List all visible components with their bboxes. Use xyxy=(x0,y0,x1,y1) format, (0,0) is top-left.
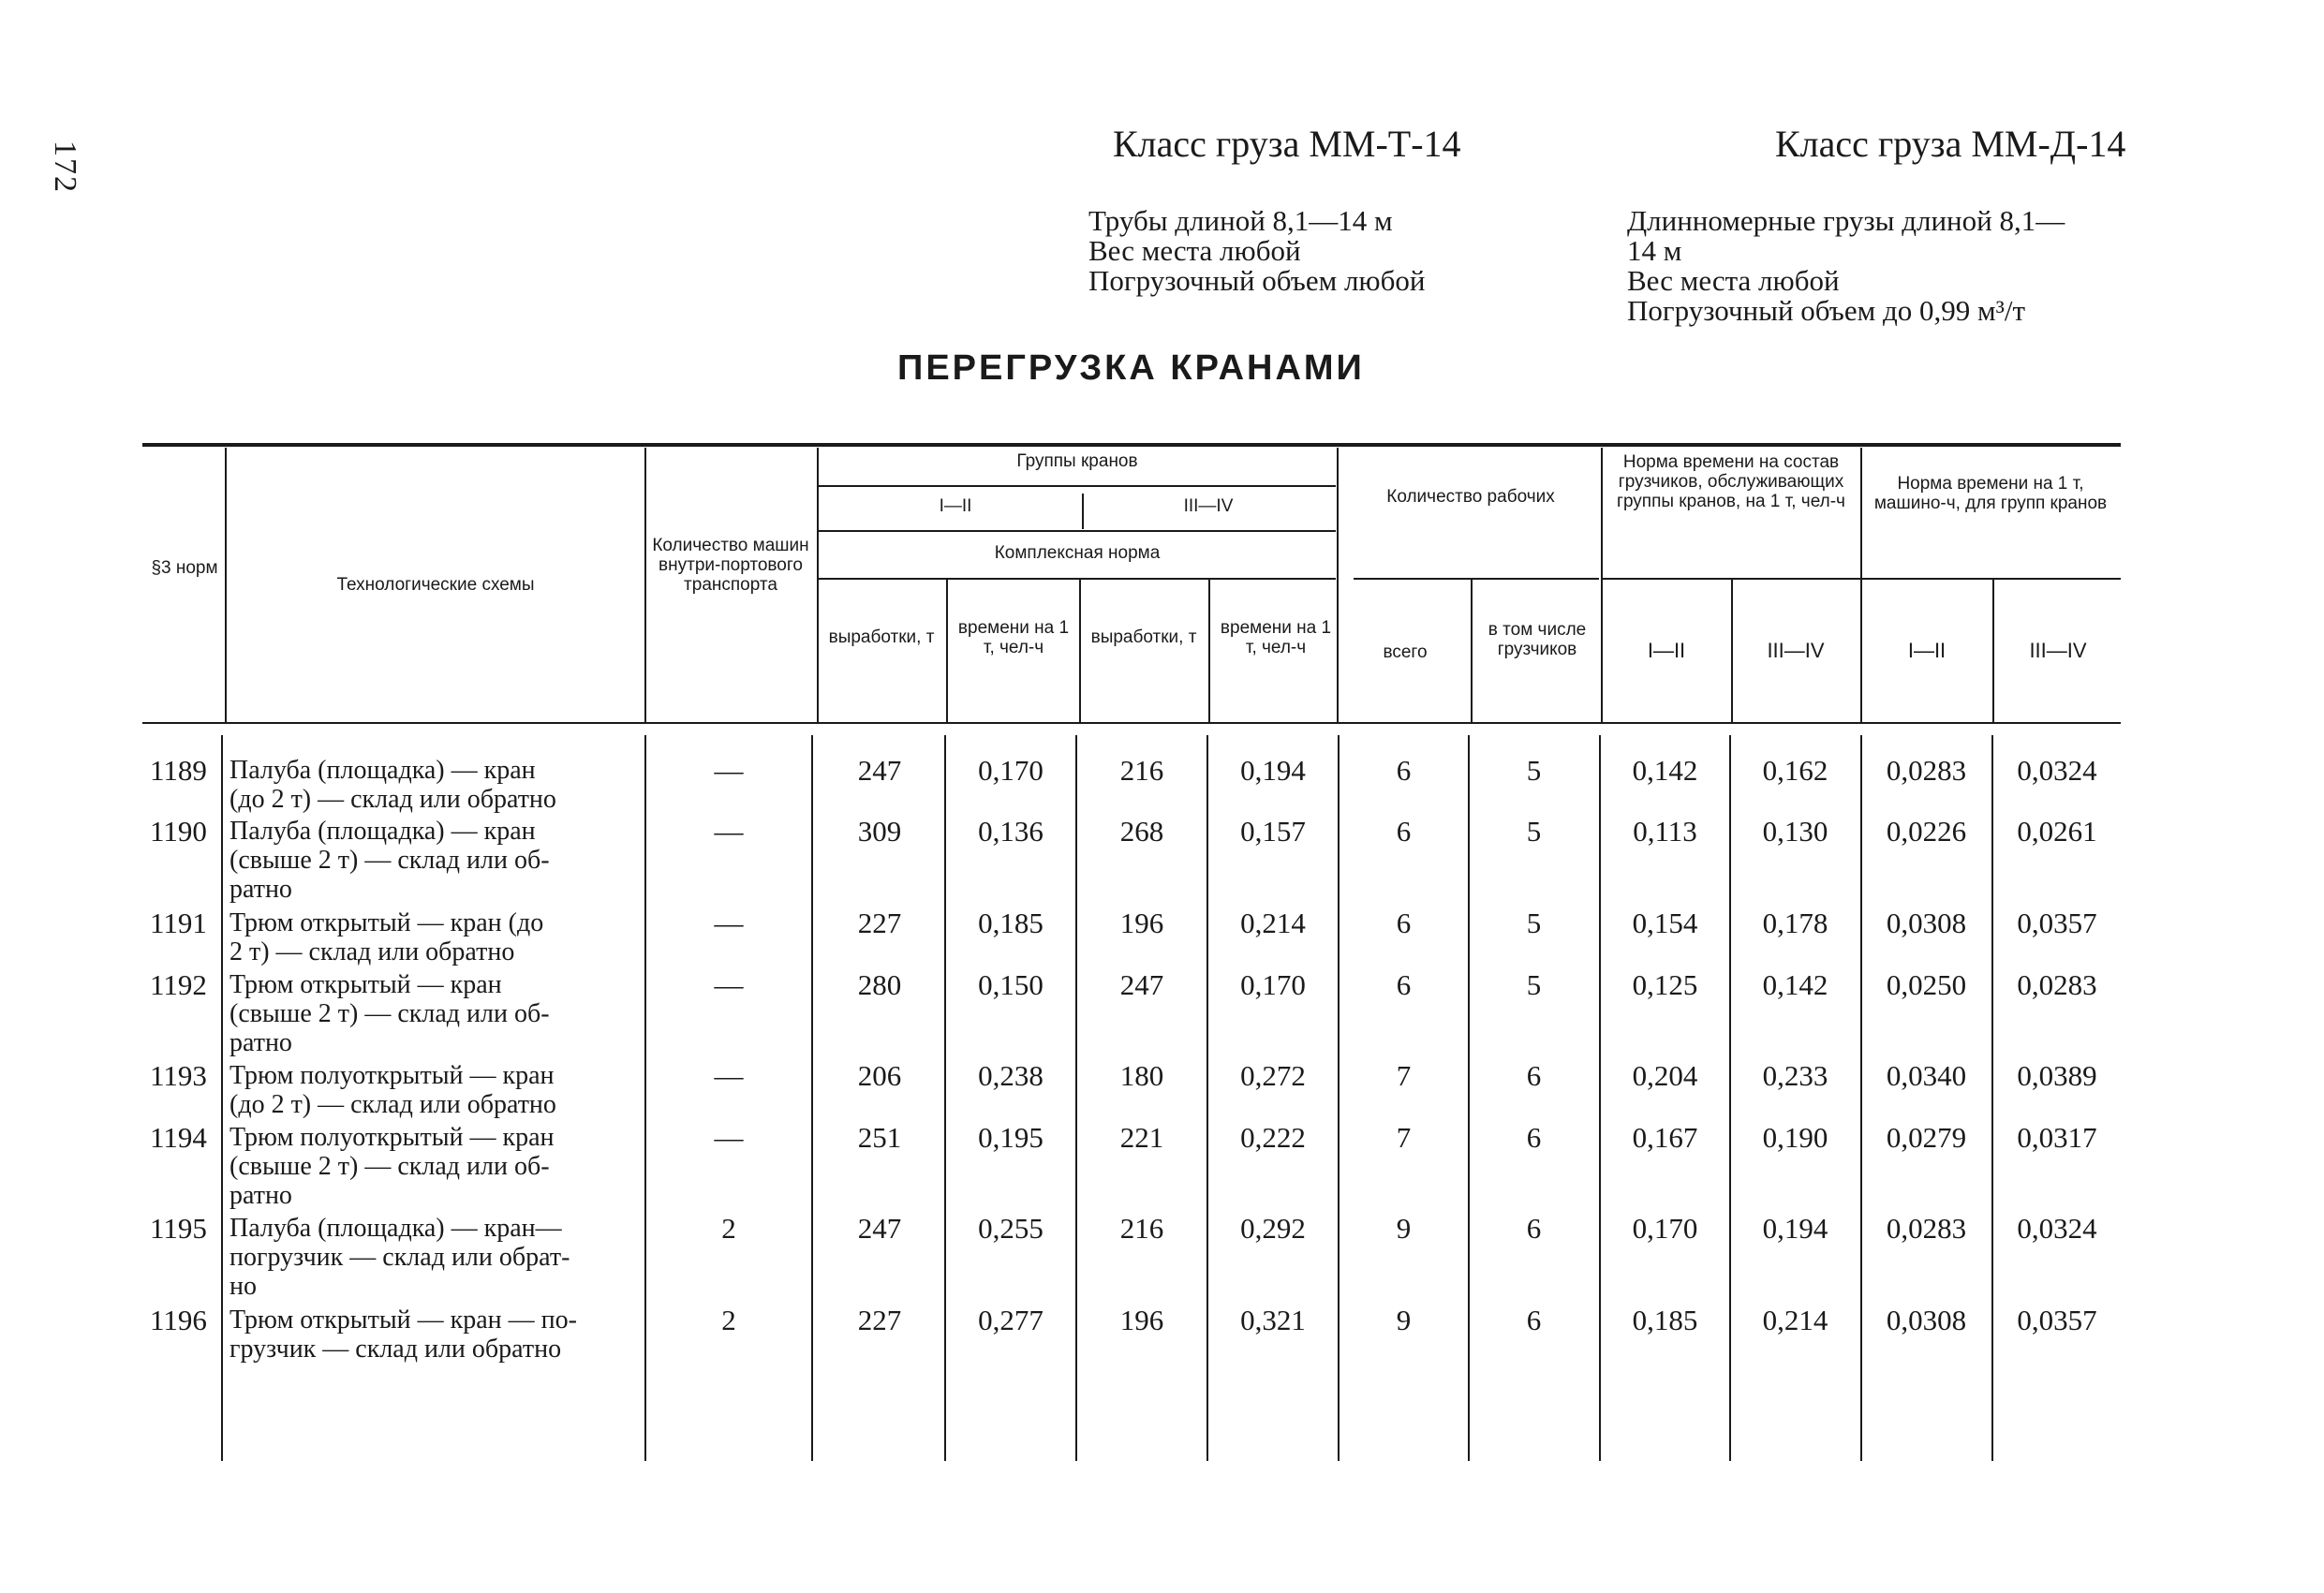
cell-nt34: 0,130 xyxy=(1762,815,1828,848)
cargo-class-title-left: Класс груза ММ-Т-14 xyxy=(1113,123,1461,165)
scheme-line: Трюм полуоткрытый — кран xyxy=(229,1061,555,1090)
cell-nm34: 0,0261 xyxy=(2017,815,2097,848)
cell-time34: 0,321 xyxy=(1240,1304,1306,1336)
row-number: 1192 xyxy=(150,968,207,1001)
vline xyxy=(1079,580,1081,722)
header-workers-total: всего xyxy=(1383,642,1428,662)
cell-nm12: 0,0250 xyxy=(1886,968,1967,1001)
cell-time12: 0,136 xyxy=(978,815,1044,848)
scheme-cell xyxy=(229,756,642,814)
header-workers-loaders: в том числе грузчиков xyxy=(1488,620,1587,659)
cell-total: 9 xyxy=(1396,1304,1412,1336)
cell-loaders: 6 xyxy=(1526,1059,1542,1092)
row-number: 1189 xyxy=(150,754,207,787)
rule-group-split xyxy=(819,530,1336,532)
cell-out12: 206 xyxy=(857,1059,902,1092)
cell-nm34: 0,0357 xyxy=(2017,907,2097,939)
cell-out34: 268 xyxy=(1119,815,1164,848)
page-number: 172 xyxy=(48,140,82,194)
cell-nt12: 0,167 xyxy=(1632,1121,1698,1154)
cell-out34: 196 xyxy=(1119,1304,1164,1336)
header-bottom-rule xyxy=(142,722,2121,724)
cell-total: 7 xyxy=(1396,1059,1412,1092)
cell-nm34: 0,0283 xyxy=(2017,968,2097,1001)
table-top-rule xyxy=(142,443,2121,447)
cell-nt12: 0,185 xyxy=(1632,1304,1698,1336)
cell-time12: 0,277 xyxy=(978,1304,1044,1336)
cell-total: 6 xyxy=(1396,968,1412,1001)
cargo-class-title-right: Класс груза ММ-Д-14 xyxy=(1775,123,2126,165)
cell-time34: 0,214 xyxy=(1240,907,1306,939)
scheme-line: (до 2 т) — склад или обратно xyxy=(229,785,556,814)
scheme-line: Трюм открытый — кран (до xyxy=(229,908,544,937)
row-number: 1196 xyxy=(150,1304,207,1336)
header-workers: Количество рабочих xyxy=(1386,487,1555,507)
cell-nt12: 0,125 xyxy=(1632,968,1698,1001)
cell-total: 6 xyxy=(1396,754,1412,787)
cell-machines: 2 xyxy=(721,1212,736,1245)
scheme-line: Палуба (площадка) — кран xyxy=(229,817,536,846)
vline xyxy=(1601,448,1603,722)
cell-nt12: 0,113 xyxy=(1633,815,1697,848)
cell-machines: — xyxy=(714,907,744,939)
cell-machines: — xyxy=(714,815,744,848)
cell-time12: 0,195 xyxy=(978,1121,1044,1154)
cell-nt12: 0,142 xyxy=(1632,754,1698,787)
cell-nt34: 0,233 xyxy=(1762,1059,1828,1092)
scheme-cell xyxy=(229,1061,642,1119)
cell-nm34: 0,0389 xyxy=(2017,1059,2097,1092)
header-group-3-4: III—IV xyxy=(1183,496,1234,516)
cell-nt34: 0,194 xyxy=(1762,1212,1828,1245)
vline xyxy=(817,448,819,722)
cell-time12: 0,170 xyxy=(978,754,1044,787)
row-number: 1194 xyxy=(150,1121,207,1154)
cell-nm34: 0,0324 xyxy=(2017,754,2097,787)
cell-nm34: 0,0317 xyxy=(2017,1121,2097,1154)
scheme-line: погрузчик — склад или обрат- xyxy=(229,1243,570,1272)
cell-nt12: 0,170 xyxy=(1632,1212,1698,1245)
header-output-2: выработки, т xyxy=(1090,627,1197,647)
scheme-line: ратно xyxy=(229,1181,292,1210)
header-output-1: выработки, т xyxy=(828,627,935,647)
cell-nm12: 0,0340 xyxy=(1886,1059,1967,1092)
header-norm-machine: Норма времени на 1 т, машино-ч, для групп кранов xyxy=(1873,474,2108,513)
cell-nm12: 0,0279 xyxy=(1886,1121,1967,1154)
cell-nt34: 0,190 xyxy=(1762,1121,1828,1154)
scheme-line: Палуба (площадка) — кран— xyxy=(229,1214,562,1243)
cell-nt34: 0,214 xyxy=(1762,1304,1828,1336)
cell-out34: 180 xyxy=(1119,1059,1164,1092)
cell-nm34: 0,0357 xyxy=(2017,1304,2097,1336)
rule-group-divider xyxy=(1082,494,1084,529)
rule-workers xyxy=(1354,578,1599,580)
header-norm-team: Норма времени на состав грузчиков, обслуживающих группы кранов, на 1 т, чел-ч xyxy=(1617,452,1845,511)
cell-machines: — xyxy=(714,754,744,787)
header-crane-groups: Группы кранов xyxy=(1016,451,1138,471)
cell-total: 7 xyxy=(1396,1121,1412,1154)
section-title: ПЕРЕГРУЗКА КРАНАМИ xyxy=(897,348,1365,388)
header-nt-3-4: III—IV xyxy=(1767,639,1825,662)
cell-nt34: 0,178 xyxy=(1762,907,1828,939)
vline xyxy=(1471,580,1473,722)
vline xyxy=(225,448,227,722)
cell-out12: 309 xyxy=(857,815,902,848)
cell-nm12: 0,0283 xyxy=(1886,1212,1967,1245)
cargo-desc-line: Длинномерные грузы длиной 8,1— xyxy=(1627,204,2065,237)
cell-nm12: 0,0226 xyxy=(1886,815,1967,848)
cell-loaders: 5 xyxy=(1526,815,1542,848)
scheme-line: Трюм открытый — кран — по- xyxy=(229,1305,577,1335)
cell-out34: 196 xyxy=(1119,907,1164,939)
cargo-desc-line: 14 м xyxy=(1627,234,1682,267)
cell-out12: 247 xyxy=(857,754,902,787)
scheme-line: (свыше 2 т) — склад или об- xyxy=(229,1152,550,1181)
cell-nt34: 0,142 xyxy=(1762,968,1828,1001)
cell-time12: 0,238 xyxy=(978,1059,1044,1092)
scheme-line: (до 2 т) — склад или обратно xyxy=(229,1090,556,1119)
cell-time12: 0,185 xyxy=(978,907,1044,939)
header-time-2: времени на 1 т, чел-ч xyxy=(1220,618,1332,657)
cell-loaders: 6 xyxy=(1526,1304,1542,1336)
scheme-line: (свыше 2 т) — склад или об- xyxy=(229,846,550,875)
vline xyxy=(1992,580,1994,722)
cell-loaders: 5 xyxy=(1526,968,1542,1001)
scheme-line: ратно xyxy=(229,875,292,904)
cell-loaders: 6 xyxy=(1526,1212,1542,1245)
cell-out12: 227 xyxy=(857,1304,902,1336)
scheme-line: грузчик — склад или обратно xyxy=(229,1335,562,1364)
cargo-desc-line: Вес места любой xyxy=(1088,234,1301,267)
scheme-line: но xyxy=(229,1272,257,1301)
header-norm-no: §3 норм xyxy=(151,558,218,578)
cell-total: 6 xyxy=(1396,907,1412,939)
cell-machines: — xyxy=(714,1121,744,1154)
cell-loaders: 6 xyxy=(1526,1121,1542,1154)
header-schemes: Технологические схемы xyxy=(336,575,535,595)
cell-time12: 0,150 xyxy=(978,968,1044,1001)
cell-nt12: 0,204 xyxy=(1632,1059,1698,1092)
vline xyxy=(946,580,948,722)
cell-machines: 2 xyxy=(721,1304,736,1336)
cell-nm12: 0,0308 xyxy=(1886,1304,1967,1336)
cell-out34: 247 xyxy=(1119,968,1164,1001)
rule-crane-groups xyxy=(819,485,1336,487)
row-number: 1193 xyxy=(150,1059,207,1092)
header-nm-1-2: I—II xyxy=(1907,639,1947,662)
cell-machines: — xyxy=(714,1059,744,1092)
cell-time34: 0,222 xyxy=(1240,1121,1306,1154)
scheme-cell xyxy=(229,908,642,966)
cell-out12: 247 xyxy=(857,1212,902,1245)
cell-out12: 251 xyxy=(857,1121,902,1154)
cell-time12: 0,255 xyxy=(978,1212,1044,1245)
cargo-desc-line: Вес места любой xyxy=(1627,264,1840,297)
scheme-cell xyxy=(229,970,642,1057)
vline xyxy=(221,735,223,1461)
rule-complex-norm xyxy=(819,578,1336,580)
row-number: 1195 xyxy=(150,1212,207,1245)
scheme-line: 2 т) — склад или обратно xyxy=(229,937,515,966)
cell-time34: 0,292 xyxy=(1240,1212,1306,1245)
cell-loaders: 5 xyxy=(1526,907,1542,939)
scheme-line: Трюм открытый — кран xyxy=(229,970,502,999)
cell-total: 9 xyxy=(1396,1212,1412,1245)
cargo-description-left xyxy=(1088,206,1482,296)
header-complex-norm: Комплексная норма xyxy=(994,543,1161,563)
vline xyxy=(644,448,646,722)
vline xyxy=(1860,448,1862,722)
cell-time34: 0,157 xyxy=(1240,815,1306,848)
cell-nt12: 0,154 xyxy=(1632,907,1698,939)
scheme-line: Трюм полуоткрытый — кран xyxy=(229,1123,555,1152)
cell-nm12: 0,0283 xyxy=(1886,754,1967,787)
cargo-desc-line: Погрузочный объем до 0,99 м³/т xyxy=(1627,294,2026,327)
cell-total: 6 xyxy=(1396,815,1412,848)
vline xyxy=(1337,448,1339,722)
scheme-cell xyxy=(229,817,642,904)
vline xyxy=(811,735,813,1461)
vline xyxy=(1208,580,1210,722)
row-number: 1190 xyxy=(150,815,207,848)
cell-out34: 216 xyxy=(1119,1212,1164,1245)
cell-time34: 0,194 xyxy=(1240,754,1306,787)
cell-machines: — xyxy=(714,968,744,1001)
cargo-desc-line: Трубы длиной 8,1—14 м xyxy=(1088,204,1393,237)
scheme-line: ратно xyxy=(229,1028,292,1057)
scheme-line: Палуба (площадка) — кран xyxy=(229,756,536,785)
cell-out12: 227 xyxy=(857,907,902,939)
cargo-description-right xyxy=(1627,206,2133,326)
cell-time34: 0,272 xyxy=(1240,1059,1306,1092)
scheme-line: (свыше 2 т) — склад или об- xyxy=(229,999,550,1028)
row-number: 1191 xyxy=(150,907,207,939)
header-time-1: времени на 1 т, чел-ч xyxy=(957,618,1070,657)
cell-nm12: 0,0308 xyxy=(1886,907,1967,939)
header-nm-3-4: III—IV xyxy=(2029,639,2087,662)
header-nt-1-2: I—II xyxy=(1647,639,1686,662)
cell-nm34: 0,0324 xyxy=(2017,1212,2097,1245)
scheme-cell xyxy=(229,1214,642,1301)
cell-out34: 221 xyxy=(1119,1121,1164,1154)
cell-time34: 0,170 xyxy=(1240,968,1306,1001)
header-machines: Количество машин внутри-портового транспорта xyxy=(652,536,809,595)
cell-loaders: 5 xyxy=(1526,754,1542,787)
cell-nt34: 0,162 xyxy=(1762,754,1828,787)
cargo-desc-line: Погрузочный объем любой xyxy=(1088,264,1426,297)
cell-out34: 216 xyxy=(1119,754,1164,787)
scheme-cell xyxy=(229,1123,642,1210)
scheme-cell xyxy=(229,1305,642,1364)
header-group-1-2: I—II xyxy=(939,496,972,516)
cell-out12: 280 xyxy=(857,968,902,1001)
